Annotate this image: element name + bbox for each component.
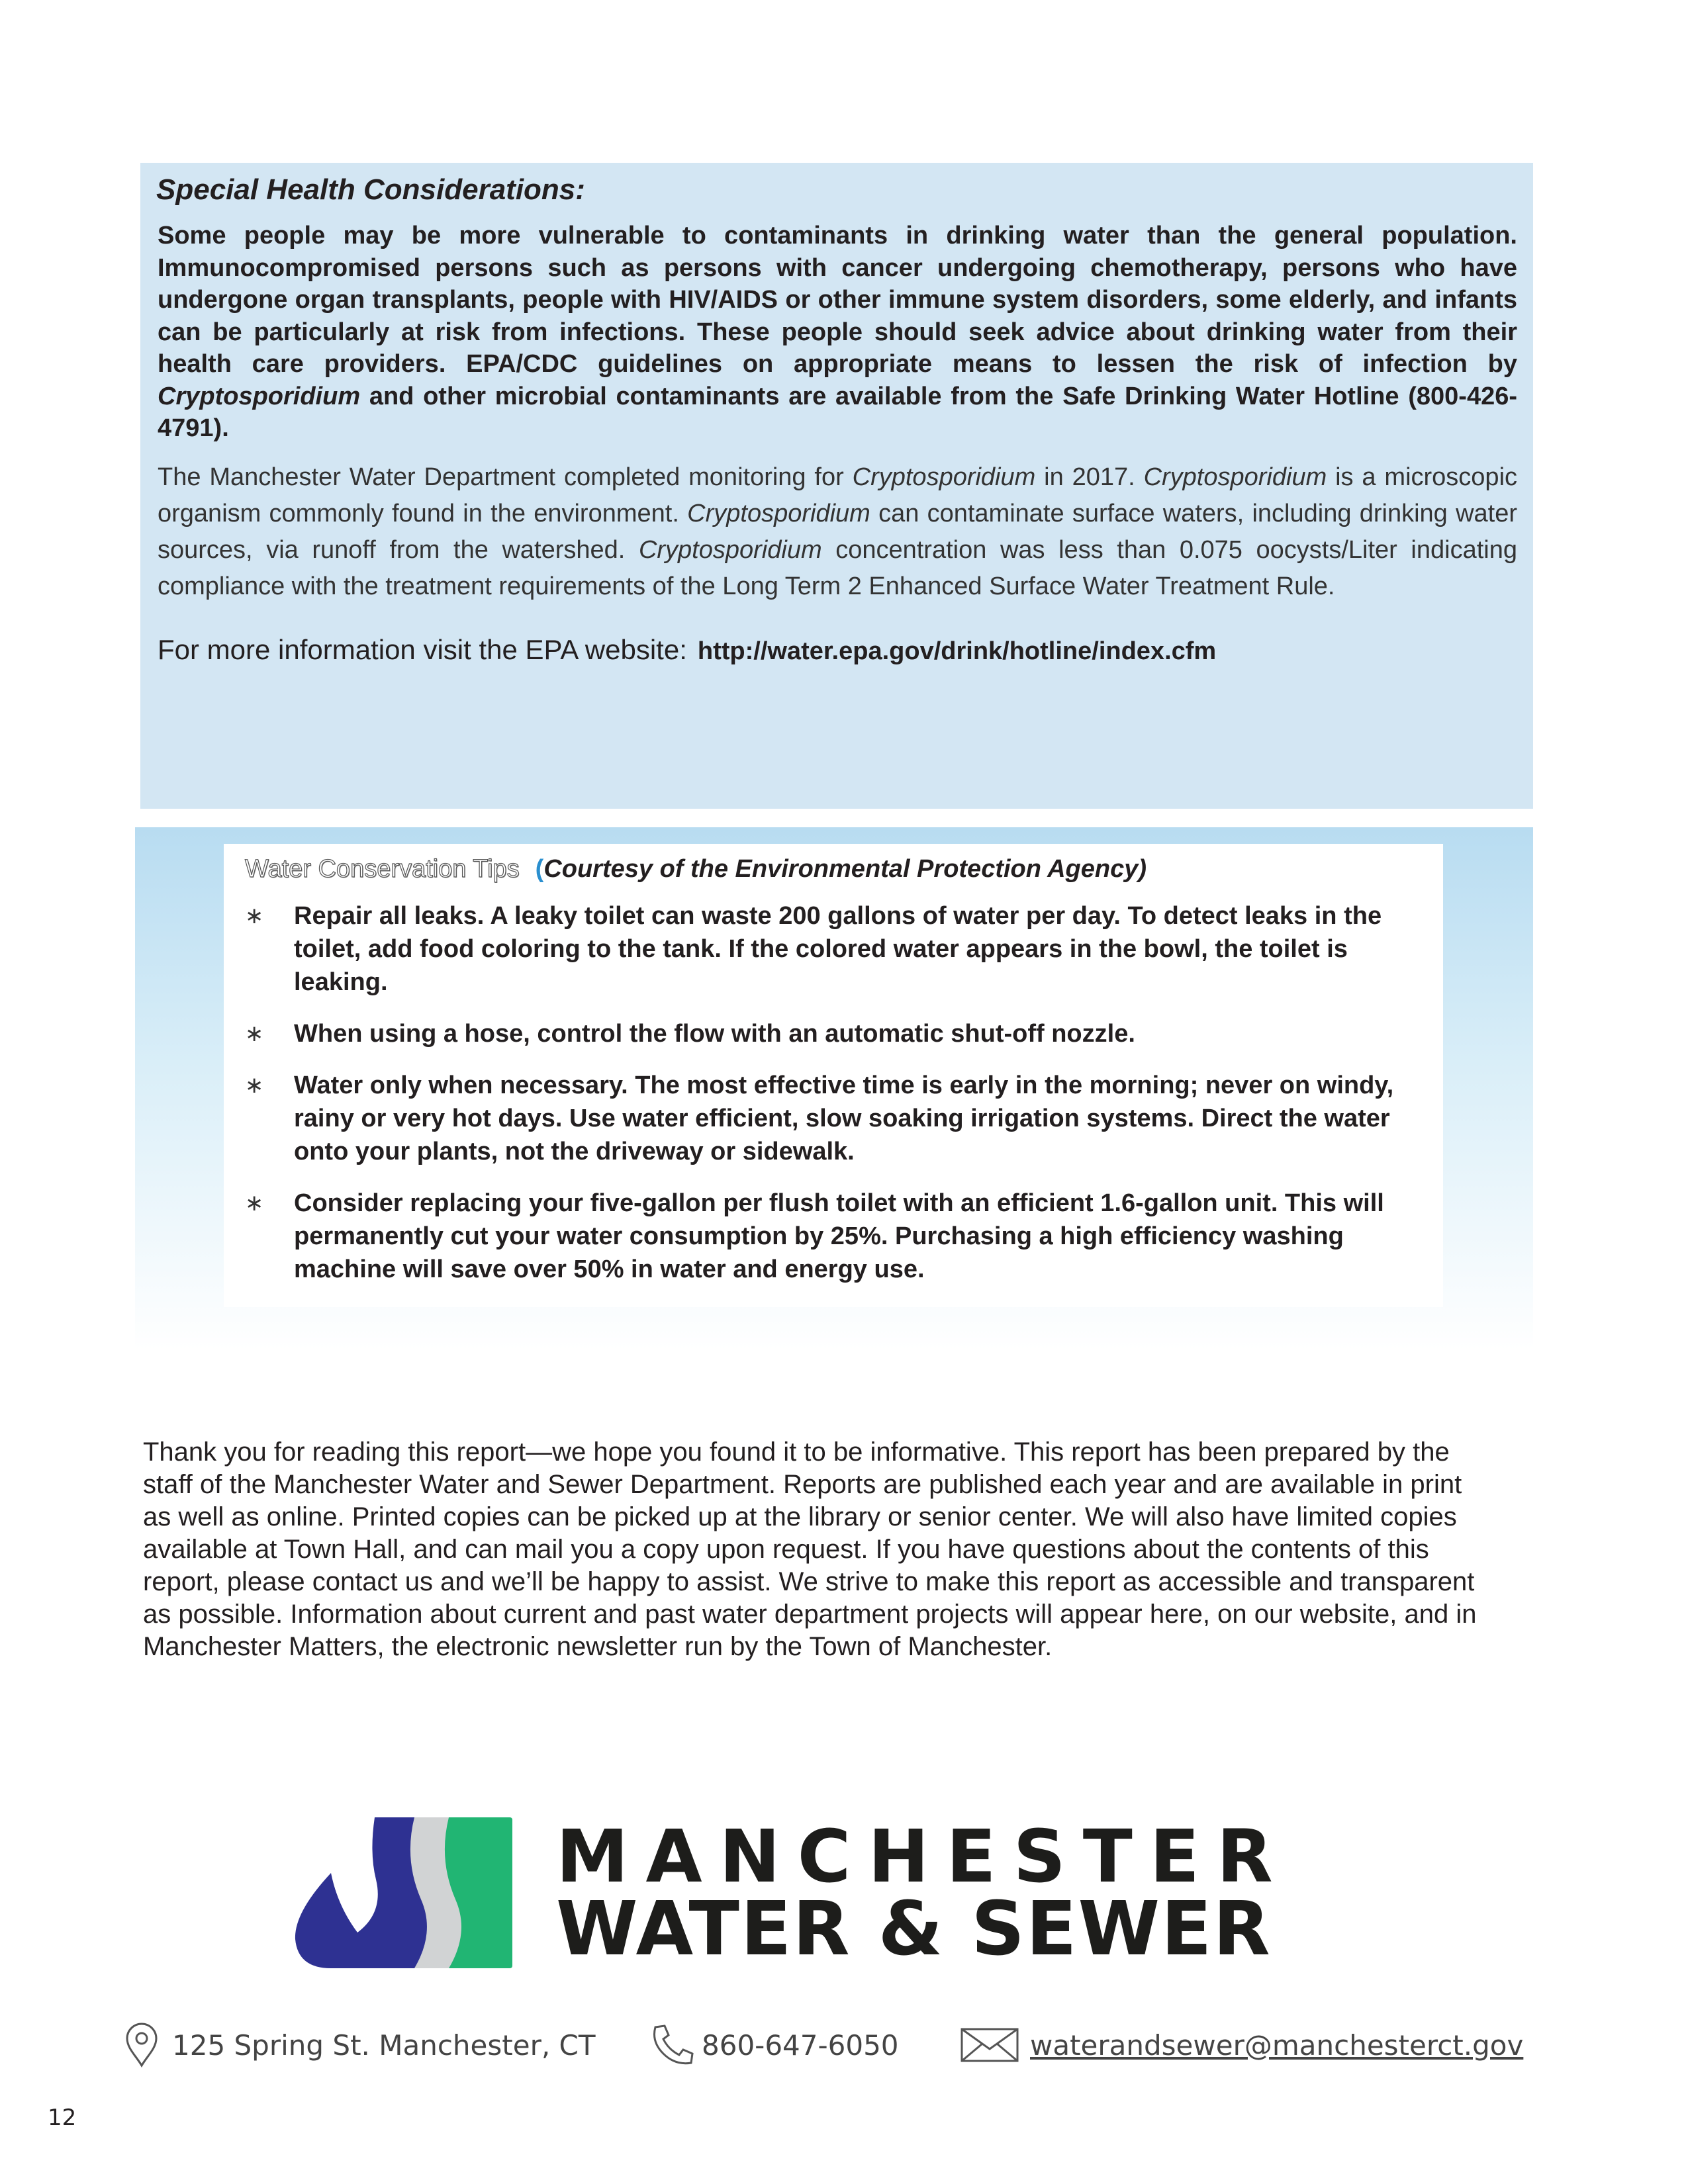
health-para2-text-d: can contaminate surface waters, including drinking water sources, via runoff from the watershed. (158, 499, 1517, 564)
health-para2-text-c: is a microscopic organism commonly found in the environment. (158, 463, 1518, 527)
tip-text: When using a hose, control the flow with an automatic shut-off nozzle. (294, 1020, 1135, 1048)
epa-more-info (158, 630, 1517, 671)
phone-text: 860-647-6050 (702, 2028, 899, 2062)
health-title: Special Health Considerations: (156, 173, 585, 206)
bullet-icon: ∗ (245, 1191, 264, 1216)
conservation-tips-card (224, 844, 1443, 1307)
health-para2-text-e: concentration was less than 0.075 oocysts/Liter indicating compliance with the treatment requirements of the Long Term 2 Enhanced Surface Water Treatment Rule. (158, 535, 1517, 600)
bullet-icon: ∗ (245, 903, 264, 929)
bullet-icon: ∗ (245, 1021, 264, 1046)
list-item (234, 1187, 1432, 1286)
health-para1-text-b: and other microbial contaminants are available from the Safe Drinking Water Hotline (800-426-4791). (158, 382, 1517, 442)
tip-text: Repair all leaks. A leaky toilet can waste 200 gallons of water per day. To detect leaks in the toilet, add food coloring to the tank. If the colored water appears in the bowl, the toilet is leaking. (294, 902, 1382, 996)
tips-heading (245, 849, 1432, 889)
tips-title: Water Conservation Tips (245, 855, 520, 883)
address-text: 125 Spring St. Manchester, CT (172, 2028, 596, 2062)
crypto-term: Cryptosporidium (1143, 463, 1327, 491)
epa-website-link[interactable]: http://water.epa.gov/drink/hotline/index.cfm (697, 637, 1217, 665)
phone-icon (649, 2022, 699, 2068)
tips-list (234, 899, 1432, 1286)
crypto-term: Cryptosporidium (852, 463, 1036, 491)
health-para2-text-a: The Manchester Water Department completed monitoring for (158, 463, 853, 491)
list-item (234, 1017, 1432, 1050)
footer-address (123, 2019, 596, 2071)
footer-phone (649, 2019, 899, 2071)
health-considerations-box (140, 163, 1533, 809)
health-paragraph-2 (158, 459, 1517, 605)
thank-you-paragraph: Thank you for reading this report—we hope you found it to be informative. This report has been prepared by the staff of the Manchester Water and Sewer Department. Reports are published each year and are available in print as well as online. Printed copies can be picked up at the library or senior center. We will also have limited copies available at Town Hall, and can mail you a copy upon request. If you have questions about the contents of this report, please contact us and we’ll be happy to assist. We strive to make this report as accessible and transparent as possible. Information about current and past water department projects will appear here, on our website, and in Manchester Matters, the electronic newsletter run by the Town of Manchester. (143, 1437, 1477, 1661)
health-para1-text-a: Some people may be more vulnerable to contaminants in drinking water than the general population. Immunocompromised persons such as persons with cancer undergoing chemotherapy, persons who have undergone organ transplants, people with HIV/AIDS or other immune system disorders, some elderly, and infants can be particularly at risk from infections. These people should seek advice about drinking water from their health care providers. EPA/CDC guidelines on appropriate means to lessen the risk of infection by (158, 222, 1517, 378)
footer-email (960, 2019, 1523, 2071)
email-link[interactable]: waterandsewer@manchesterct.gov (1030, 2028, 1524, 2062)
health-para2-text-b: in 2017. (1035, 463, 1144, 491)
bullet-icon: ∗ (245, 1073, 264, 1098)
manchester-water-sewer-logo (291, 1813, 1403, 1972)
crypto-term: Cryptosporidium (638, 535, 822, 564)
page-number: 12 (48, 2105, 77, 2131)
logo-line-water-sewer: WATER & SEWER (556, 1886, 1272, 1972)
tips-open-paren: ( (535, 855, 544, 883)
location-pin-icon (123, 2022, 160, 2068)
health-para1-italic: Cryptosporidium (158, 382, 361, 410)
contact-footer (0, 2019, 1688, 2071)
tips-courtesy (536, 855, 1147, 883)
list-item (234, 899, 1432, 999)
logo-line-manchester: MANCHESTER (556, 1814, 1290, 1899)
tips-courtesy-text: Courtesy of the Environmental Protection Agency) (543, 855, 1147, 883)
crypto-term: Cryptosporidium (687, 499, 870, 527)
water-drops-logo-icon (291, 1813, 530, 1972)
health-paragraph-1 (158, 220, 1517, 445)
tip-text: Consider replacing your five-gallon per flush toilet with an efficient 1.6-gallon unit. This will permanently cut your water consumption by 25%. Purchasing a high efficiency washing machine will save over 50% in water and energy use. (294, 1189, 1384, 1283)
envelope-icon (960, 2025, 1019, 2065)
epa-more-label: For more information visit the EPA website: (158, 633, 687, 665)
list-item (234, 1069, 1432, 1168)
tip-text: Water only when necessary. The most effective time is early in the morning; never on windy, rainy or very hot days. Use water efficient, slow soaking irrigation systems. Direct the water onto your plants, not the driveway or sidewalk. (294, 1071, 1394, 1165)
